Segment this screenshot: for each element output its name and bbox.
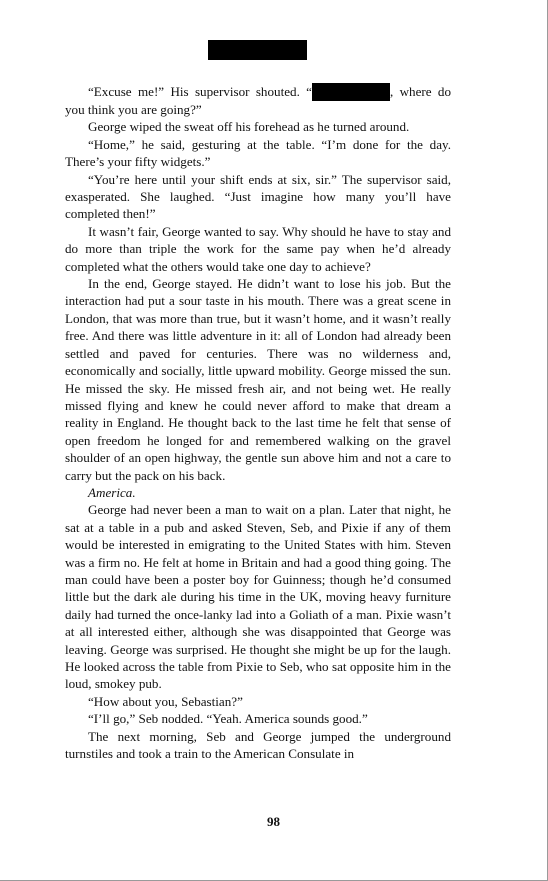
body-text [65,83,451,762]
paragraph-text: , where do you think you are going?” [65,84,451,117]
paragraph-italic: America. [88,484,136,500]
paragraph: “I’ll go,” Seb nodded. “Yeah. America sounds good.” [88,711,368,727]
redacted-name [312,83,390,101]
redacted-header [208,40,307,60]
paragraph: “How about you, Sebastian?” [88,693,243,709]
paragraph: George had never been a man to wait on a plan. Later that night, he sat at a table in a pub and asked Steven, Seb, and Pixie if any of them would be interested in emigrating to the United States with him. Steven was a firm no. He felt at home in Britain and had a good thing going. The man could have been a poster boy for Guinness; though he’d consumed little but the dark ale during his time in the UK, moving heavy furniture daily had turned the once-lanky lad into a Goliath of a man. Pixie wasn’t at all interested either, although she was disappointed that George was leaving. George was surprised. He thought she might be up for the laugh. He looked across the table from Pixie to Seb, who sat opposite him in the loud, smokey pub. [65,502,451,692]
paragraph: In the end, George stayed. He didn’t want to lose his job. But the interaction had put a sour taste in his mouth. There was a great scene in London, that was more than true, but it wasn’t home, and it wasn’t really free. And there was little adventure in it: all of London had already been settled and paved for centuries. There was no wilderness and, economically and socially, little upward mobility. George missed the sun. He missed the sky. He missed fresh air, and not being wet. He really missed flying and knew he could never afford to make that dream a reality in England. He thought back to the last time he felt that sense of open freedom he longed for and remembered walking on the gravel shoulder of an open highway, the gentle sun above him and not a care to carry but the pack on his back. [65,276,451,483]
paragraph: George wiped the sweat off his forehead as he turned around. [88,119,410,135]
paragraph: “You’re here until your shift ends at six, sir.” The supervisor said, exasperated. She laughed. “Just imagine how many you’ll have completed then!” [65,171,451,222]
paragraph-text: “Excuse me!” His supervisor shouted. “ [88,84,312,99]
paragraph: It wasn’t fair, George wanted to say. Why should he have to stay and do more than triple the work for the same pay when he’d already completed what the others would take one day to achieve? [65,223,451,274]
paragraph [65,83,451,118]
page-number: 98 [267,814,280,829]
paragraph: “Home,” he said, gesturing at the table. “I’m done for the day. There’s your fifty widgets.” [65,136,451,170]
paragraph: The next morning, Seb and George jumped the underground turnstiles and took a train to the American Consulate in [65,728,451,762]
